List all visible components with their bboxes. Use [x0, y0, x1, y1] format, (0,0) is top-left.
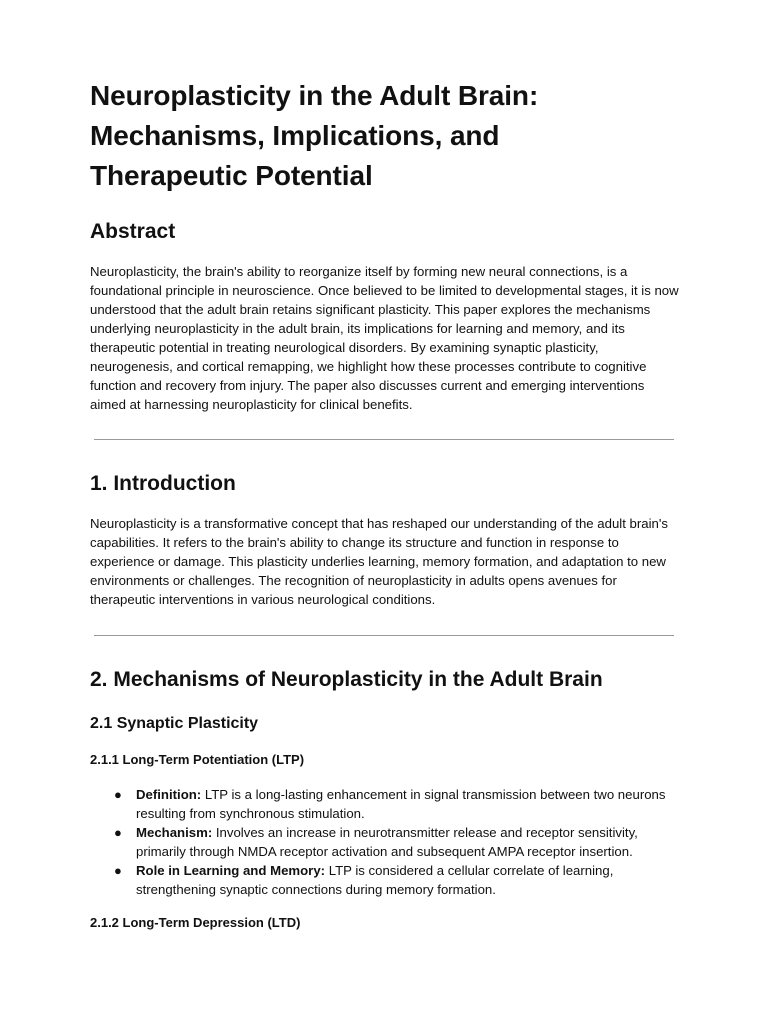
bullet-icon: ●	[114, 825, 122, 840]
ltd-heading: 2.1.2 Long-Term Depression (LTD)	[90, 915, 301, 930]
synaptic-plasticity-heading: 2.1 Synaptic Plasticity	[90, 715, 259, 732]
list-item	[90, 861, 682, 899]
title-line-1: Neuroplasticity in the Adult Brain:	[90, 80, 539, 111]
ltp-bullet-list	[90, 785, 682, 899]
title-line-2: Mechanisms, Implications, and	[90, 120, 500, 151]
list-item-text: LTP is considered a cellular correlate of learning, strengthening synaptic connections during memory formation.	[136, 863, 614, 897]
introduction-paragraph: Neuroplasticity is a transformative concept that has reshaped our understanding of the adult brain's capabilities. It refers to the brain's ability to change its structure and function in response to experience or damage. This plasticity underlies learning, memory formation, and adaptation to new environments or challenges. The recognition of neuroplasticity in adults opens avenues for therapeutic interventions in various neurological conditions.	[90, 516, 668, 607]
abstract-heading: Abstract	[90, 220, 176, 243]
list-item-label: Role in Learning and Memory:	[136, 863, 326, 878]
bullet-icon: ●	[114, 863, 122, 878]
mechanisms-heading: 2. Mechanisms of Neuroplasticity in the Adult Brain	[90, 668, 603, 691]
list-item-text: Involves an increase in neurotransmitter release and receptor sensitivity, primarily through NMDA receptor activation and subsequent AMPA receptor insertion.	[136, 825, 638, 859]
list-item-text: LTP is a long-lasting enhancement in signal transmission between two neurons resulting from synchronous stimulation.	[136, 787, 666, 821]
bullet-icon: ●	[114, 787, 122, 802]
ltp-heading: 2.1.1 Long-Term Potentiation (LTP)	[90, 752, 305, 767]
list-item-label: Definition:	[136, 787, 202, 802]
abstract-paragraph: Neuroplasticity, the brain's ability to reorganize itself by forming new neural connections, is a foundational principle in neuroscience. Once believed to be limited to developmental stages, it is now understood that the adult brain retains significant plasticity. This paper explores the mechanisms underlying neuroplasticity in the adult brain, its implications for learning and memory, and its therapeutic potential in treating neurological disorders. By examining synaptic plasticity, neurogenesis, and cortical remapping, we highlight how these processes contribute to cognitive function and recovery from injury. The paper also discusses current and emerging interventions aimed at harnessing neuroplasticity for clinical benefits.	[90, 264, 679, 412]
title-line-3: Therapeutic Potential	[90, 160, 373, 191]
list-item-label: Mechanism:	[136, 825, 213, 840]
section-divider	[94, 635, 674, 636]
section-divider	[94, 439, 674, 440]
list-item	[90, 785, 682, 823]
introduction-heading: 1. Introduction	[90, 472, 236, 495]
list-item	[90, 823, 682, 861]
document-title	[90, 76, 680, 196]
